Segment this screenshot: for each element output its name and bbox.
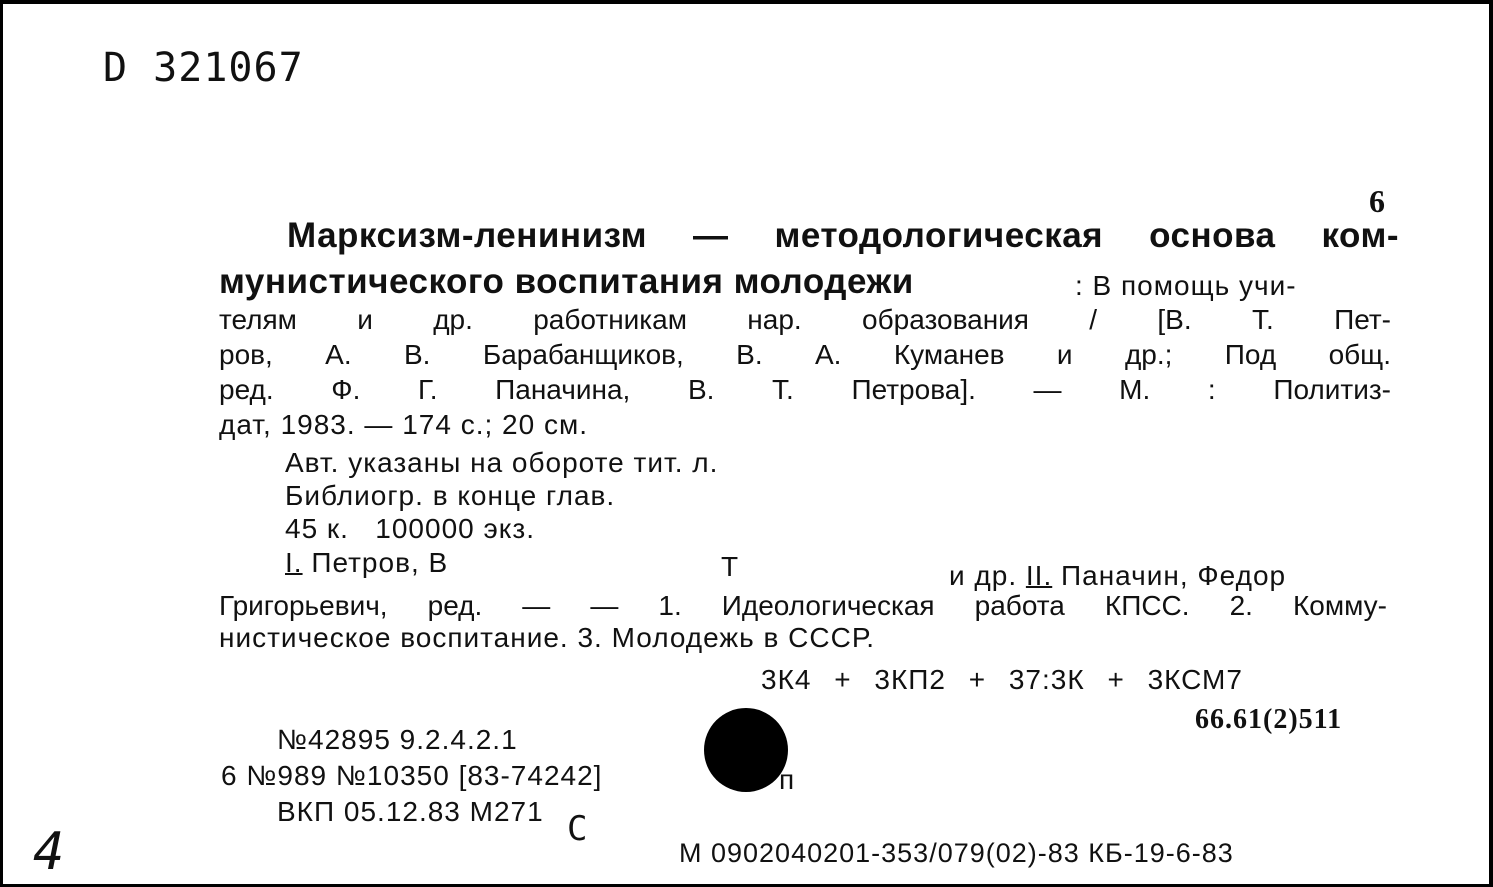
tracing-prefix-2: и др. xyxy=(949,560,1026,591)
tracing-entry-2 xyxy=(949,562,1286,590)
tracing-entry-1-t: Т xyxy=(721,551,739,582)
body-line-3: ред. Ф. Г. Паначина, В. Т. Петрова]. — М. : Политиз- xyxy=(219,374,1391,405)
classification-index: 3К4 + 3КП2 + 37:3К + 3КСМ7 xyxy=(761,664,1243,695)
tracing-text-1: Петров, В xyxy=(302,547,449,578)
card-id: D 321067 xyxy=(103,45,304,91)
admin-line-2-tail: п xyxy=(779,764,795,795)
card-number: 6 xyxy=(1369,183,1385,219)
tracing-num-2: II. xyxy=(1025,560,1053,591)
subtitle-tail: : В помощь учи- xyxy=(1075,270,1297,301)
bbk-index: 66.61(2)511 xyxy=(1195,704,1343,735)
body-line-1: телям и др. работникам нар. образования / [В. Т. Пет- xyxy=(219,304,1391,335)
handwritten-c: С xyxy=(567,809,589,849)
body-line-4: дат, 1983. — 174 с.; 20 см. xyxy=(219,409,588,440)
catalog-card xyxy=(3,4,1489,884)
admin-line-2: 6 №989 №10350 [83-74242] xyxy=(221,760,603,791)
tracing-num-1: I. xyxy=(285,547,303,578)
margin-mark: 4 xyxy=(33,822,66,882)
admin-line-3: ВКП 05.12.83 М271 xyxy=(277,796,544,827)
note-authors: Авт. указаны на обороте тит. л. xyxy=(285,447,719,478)
title-line-2: мунистического воспитания молодежи xyxy=(219,262,914,301)
admin-line-1: №42895 9.2.4.2.1 xyxy=(277,724,518,755)
tracing-text-2: Паначин, Федор xyxy=(1052,560,1287,591)
note-price-edition: 45 к. 100000 экз. xyxy=(285,513,535,544)
tracing-line-2: Григорьевич, ред. — — 1. Идеологическая работа КПСС. 2. Комму- xyxy=(219,590,1387,621)
punch-hole xyxy=(704,708,788,792)
title-line-1: Марксизм-ленинизм — методологическая основа ком- xyxy=(287,216,1399,255)
body-line-2: ров, А. В. Барабанщиков, В. А. Куманев и др.; Под общ. xyxy=(219,339,1391,370)
footer-code: М 0902040201-353/079(02)-83 КБ-19-6-83 xyxy=(679,838,1234,868)
tracing-line-3: нистическое воспитание. 3. Молодежь в СССР. xyxy=(219,622,875,653)
note-bibliography: Библиогр. в конце глав. xyxy=(285,480,616,511)
tracing-entry-1 xyxy=(285,549,448,577)
